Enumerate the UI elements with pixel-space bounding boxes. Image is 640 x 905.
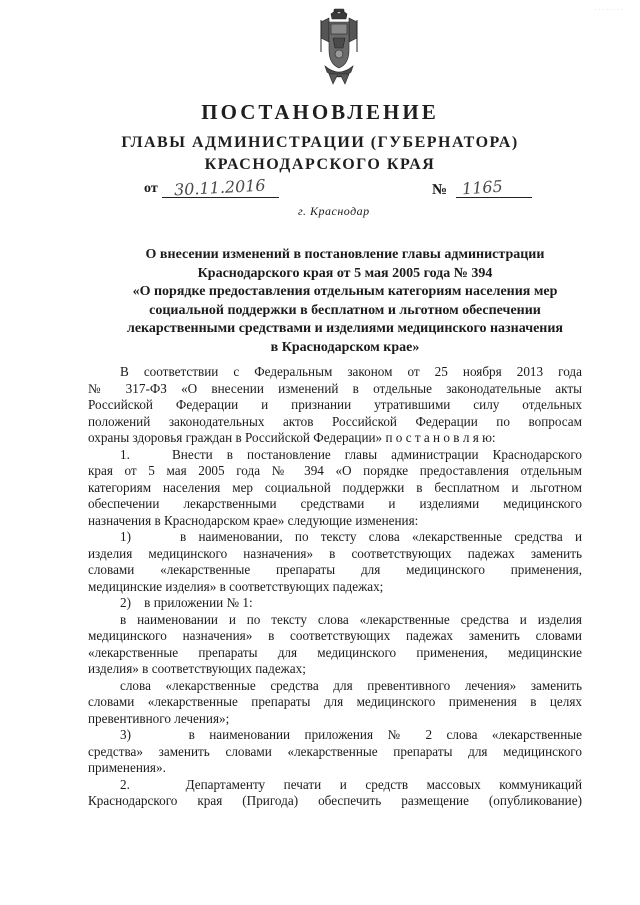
number-label: № [432, 182, 448, 198]
issuer-title: ГЛАВЫ АДМИНИСТРАЦИИ (ГУБЕРНАТОРА) [121, 134, 519, 151]
resolution-heading [100, 246, 590, 358]
body-line: 2. Департаменту печати и средств массовых коммуникаций [120, 776, 582, 792]
body-line: назначения в Краснодарском крае» следующие изменения: [88, 512, 419, 528]
date-handwritten: 30.11.2016 [173, 175, 267, 200]
body-line: 2) в приложении № 1: [120, 595, 253, 610]
body-line: медицинские изделия» в соответствующих падежах; [88, 578, 384, 594]
body-line: «лекарственные препараты для медицинского применения, медицинские [88, 644, 582, 660]
body-line: охраны здоровья граждан в Российской Федерации» п о с т а н о в л я ю: [88, 430, 496, 445]
body-line: 1) в наименовании, по тексту слова «лекарственные средства и [120, 529, 582, 544]
heading-line: в Краснодарском крае» [270, 339, 420, 355]
body-line: Краснодарского края (Пригода) обеспечить размещение (опубликование) [88, 793, 582, 808]
number-handwritten: 1165 [461, 176, 504, 199]
document-type-title: ПОСТАНОВЛЕНИЕ [201, 100, 439, 124]
body-line: обеспечении лекарственными средствами и изделиями медицинского [88, 496, 582, 511]
body-line: медицинского назначения» в соответствующих падежах заменить словами [88, 628, 582, 643]
body-line: слова «лекарственные средства для превентивного лечения» заменить [120, 677, 582, 693]
body-line: 3) в наименовании приложения № 2 слова «лекарственные [120, 727, 582, 742]
body-line: превентивного лечения»; [88, 710, 230, 726]
heading-line: Краснодарского края от 5 мая 2005 года № 394 [197, 265, 493, 281]
krasnodar-coat-of-arms-icon [317, 8, 361, 86]
body-line: применения». [88, 760, 166, 775]
heading-line: «О порядке предоставления отдельным категориям населения мер [132, 284, 558, 300]
body-line: в наименовании и по тексту слова «лекарственные средства и изделия [120, 611, 582, 627]
heading-line: социальной поддержки в бесплатном и льготном обеспечении [149, 302, 541, 318]
body-line: словами «лекарственные препараты для медицинского применения в целях [88, 694, 582, 709]
scan-corner-mark: · · · · · · · · [594, 8, 624, 13]
body-line: Российской Федерации и признании утратившими силу отдельных [88, 397, 582, 412]
body-line: В соответствии с Федеральным законом от 25 ноября 2013 года [120, 364, 582, 379]
body-line: № 317-ФЗ «О внесении изменений в отдельные законодательные акты [88, 380, 582, 396]
body-line: словами «лекарственные препараты для медицинского применения, [88, 562, 582, 577]
body-line: 1. Внести в постановление главы администрации Краснодарского [120, 446, 582, 462]
body-line: изделия медицинского назначения» в соответствующих падежах заменить [88, 545, 582, 561]
city-label: г. Краснодар [298, 204, 370, 218]
body-line: категориям населения мер социальной поддержки в бесплатном и льготном [88, 479, 582, 495]
body-line: средства» заменить словами «лекарственные препараты для медицинского [88, 743, 582, 759]
date-label: от [144, 181, 158, 196]
body-line: положений законодательных актов Российской Федерации по вопросам [88, 413, 582, 429]
heading-line: лекарственными средствами и изделиями медицинского назначения [126, 321, 564, 337]
resolution-body [88, 364, 582, 810]
body-line: края от 5 мая 2005 года № 394 «О порядке предоставления отдельным [88, 463, 582, 478]
heading-line: О внесении изменений в постановление главы администрации [145, 247, 545, 262]
body-line: изделия» в соответствующих падежах; [88, 661, 306, 676]
region-title: КРАСНОДАРСКОГО КРАЯ [204, 156, 436, 173]
